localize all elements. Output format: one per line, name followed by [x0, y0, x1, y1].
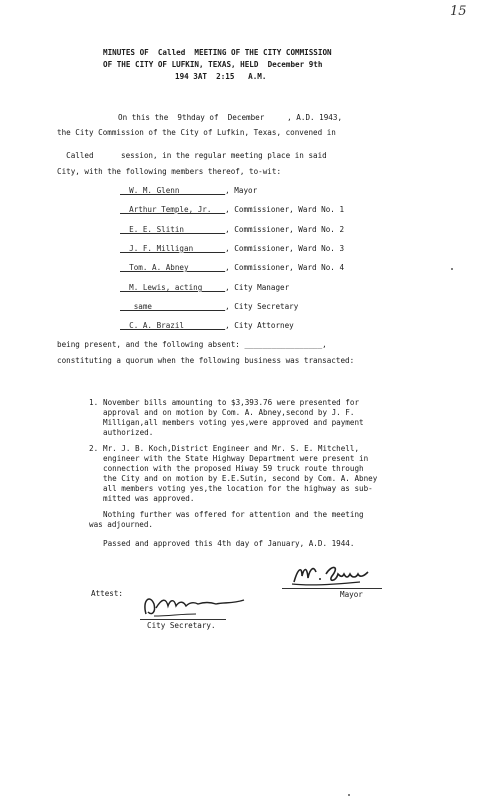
member-title: , Commissioner, Ward No. 3 — [225, 244, 345, 253]
passed-line: Passed and approved this 4th day of January, A.D. 1944. — [103, 539, 355, 548]
item-line: all members voting yes,the location for the highway as sub- — [103, 484, 373, 493]
member-title: , City Attorney — [225, 321, 294, 330]
item-line: approval and on motion by Com. A. Abney,second by J. F. — [103, 408, 355, 417]
intro-line-1: On this the 9thday of December , A.D. 1943, — [118, 113, 343, 122]
intro-line-4: City, with the following members thereof, to-wit: — [57, 167, 282, 176]
item-number: 2. — [89, 444, 99, 453]
secretary-signature-line — [140, 619, 226, 620]
item-line: November bills amounting to $3,393.76 were presented for — [103, 398, 360, 407]
intro-line-2: the City Commission of the City of Lufkin, Texas, convened in — [57, 128, 336, 137]
member-title: , Commissioner, Ward No. 1 — [225, 205, 345, 214]
page-number: 15 — [450, 4, 467, 19]
member-name: Arthur Temple, Jr. — [120, 205, 226, 214]
member-title: , Commissioner, Ward No. 2 — [225, 225, 345, 234]
item-line: the City and on motion by E.E.Sutin, second by Com. A. Abney — [103, 474, 378, 483]
closing-line-1: Nothing further was offered for attention and the meeting — [103, 510, 364, 519]
member-row — [120, 263, 344, 273]
member-title: , City Secretary — [225, 302, 299, 311]
mayor-signature — [290, 562, 370, 588]
scan-speck — [451, 268, 453, 270]
member-name: M. Lewis, acting — [120, 283, 226, 292]
item-line: connection with the proposed Hiway 59 truck route through — [103, 464, 364, 473]
member-name: same — [120, 302, 226, 311]
intro-line-3: Called session, in the regular meeting place in said — [57, 151, 327, 160]
item-number: 1. — [89, 398, 99, 407]
item-line: Milligan,all members voting yes,were approved and payment — [103, 418, 364, 427]
member-name: W. M. Glenn — [120, 186, 226, 195]
scan-speck — [348, 794, 350, 796]
member-title: , Commissioner, Ward No. 4 — [225, 263, 345, 272]
member-name: J. F. Milligan — [120, 244, 226, 253]
member-row — [120, 205, 344, 215]
secretary-label: City Secretary. — [147, 621, 216, 630]
mayor-signature-line — [282, 588, 382, 589]
absent-line-2: constituting a quorum when the following business was transacted: — [57, 356, 355, 365]
absent-line-1: being present, and the following absent: _________________, — [57, 340, 327, 349]
item-line: mitted was approved. — [103, 494, 195, 503]
attest-label: Attest: — [91, 589, 124, 598]
member-name: Tom. A. Abney — [120, 263, 226, 272]
member-name: E. E. Slitin — [120, 225, 226, 234]
member-row — [120, 225, 344, 235]
item-line: engineer with the State Highway Department were present in — [103, 454, 369, 463]
member-row — [120, 321, 294, 331]
member-title: , Mayor — [225, 186, 258, 195]
heading-line-3: 194 3AT 2:15 A.M. — [175, 72, 267, 81]
closing-line-2: was adjourned. — [89, 520, 154, 529]
member-title: , City Manager — [225, 283, 290, 292]
member-row — [120, 302, 298, 312]
item-line: Mr. J. B. Koch,District Engineer and Mr. S. E. Mitchell, — [103, 444, 360, 453]
heading-line-1: MINUTES OF Called MEETING OF THE CITY COMMISSION — [103, 48, 332, 57]
member-row — [120, 244, 344, 254]
heading-line-2: OF THE CITY OF LUFKIN, TEXAS, HELD December 9th — [103, 60, 323, 69]
secretary-signature — [140, 590, 250, 620]
member-row — [120, 283, 289, 293]
mayor-label: Mayor — [340, 590, 363, 599]
member-name: C. A. Brazil — [120, 321, 226, 330]
member-row — [120, 186, 257, 196]
item-line: authorized. — [103, 428, 154, 437]
